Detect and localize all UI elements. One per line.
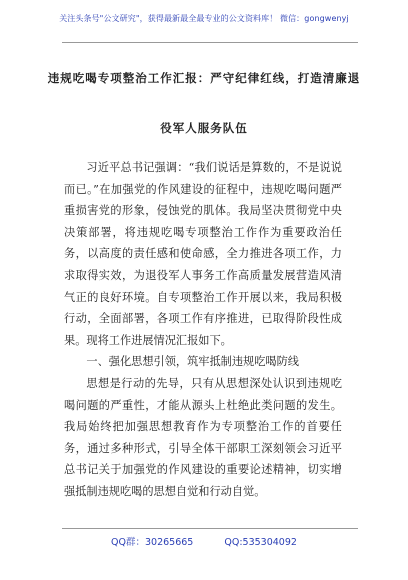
footer-qq-number: QQ:535304092	[224, 537, 297, 548]
footer-divider	[62, 528, 358, 529]
page-footer	[0, 534, 408, 548]
document-body	[64, 157, 342, 503]
page-header	[0, 6, 408, 25]
header-promo-text: 关注头条号"公文研究"，获得最新最全最专业的公文资料库！ 微信：gongwenyj	[59, 14, 349, 23]
footer-qq-group: QQ群：30265665	[111, 537, 194, 548]
body-paragraph-thought: 思想是行动的先导，只有从思想深处认识到违规吃喝问题的严重性，才能从源头上杜绝此类问题的发生。我局始终把加强思想教育作为专项整治工作的首要任务，通过多种形式，引导全体干部职工深刻领会习近平总书记关于加强党的作风建设的重要论述精神，切实增强抵制违规吃喝的思想自觉和行动自觉。	[64, 376, 342, 498]
document-title-line-1: 违规吃喝专项整治工作汇报：严守纪律红线，打造清廉退	[47, 71, 361, 85]
body-paragraph-intro: 习近平总书记强调：“我们说话是算数的，不是说说而已。”在加强党的作风建设的征程中，违规吃喝问题严重损害党的形象，侵蚀党的肌体。我局坚决贯彻党中央决策部署，将违规吃喝专项整治工作作为重要政治任务，以高度的责任感和使命感，全力推进各项工作，力求取得实效，为退役军人事务工作高质量发展营造风清气正的良好环境。自专项整治工作开展以来，我局积极行动，全面部署，各项工作有序推进，已取得阶段性成果。现将工作进展情况汇报如下。	[64, 161, 342, 347]
section-heading-1: 一、强化思想引领，筑牢抵制违规吃喝防线	[86, 355, 299, 369]
header-divider	[62, 42, 358, 43]
document-title-line-2: 役军人服务队伍	[160, 121, 248, 135]
